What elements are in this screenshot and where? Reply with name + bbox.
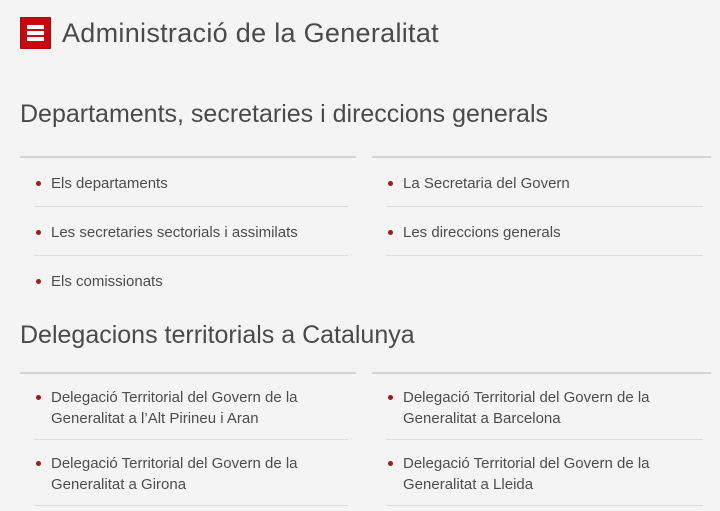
list-item[interactable] (20, 440, 356, 505)
link-delegacio-barcelona[interactable]: Delegació Territorial del Govern de la Generalitat a Barcelona (403, 389, 650, 427)
list-item[interactable] (372, 440, 711, 505)
bullet-icon (36, 230, 41, 235)
section-delegacions-columns (20, 372, 711, 506)
link-list-right (372, 372, 711, 506)
section-heading-departaments: Departaments, secretaries i direccions generals (20, 100, 549, 128)
link-direccions-generals[interactable]: Les direccions generals (403, 224, 561, 241)
page-title: Administració de la Generalitat (62, 17, 439, 48)
bullet-icon (36, 279, 41, 284)
bullet-icon (388, 181, 393, 186)
list-item[interactable] (20, 158, 356, 206)
bullet-icon (36, 395, 41, 400)
link-list-left (20, 156, 356, 304)
divider (386, 255, 703, 256)
link-secretaria-del-govern[interactable]: La Secretaria del Govern (403, 175, 570, 192)
link-els-comissionats[interactable]: Els comissionats (51, 273, 163, 290)
link-list-left (20, 372, 356, 506)
link-secretaries-sectorials[interactable]: Les secretaries sectorials i assimilats (51, 224, 298, 241)
bullet-icon (36, 181, 41, 186)
list-item[interactable] (372, 374, 711, 439)
list-item[interactable] (20, 256, 356, 304)
bullet-icon (388, 395, 393, 400)
page-header (0, 0, 720, 49)
divider (386, 505, 703, 506)
bullet-icon (388, 230, 393, 235)
menu-button[interactable] (20, 17, 51, 49)
link-list-right (372, 156, 711, 256)
link-delegacio-alt-pirineu-aran[interactable]: Delegació Territorial del Govern de la Generalitat a l’Alt Pirineu i Aran (51, 389, 298, 427)
bullet-icon (36, 461, 41, 466)
section-heading-delegacions: Delegacions territorials a Catalunya (20, 321, 415, 349)
divider (34, 505, 348, 506)
section-departaments-columns (20, 156, 711, 304)
list-item[interactable] (372, 207, 711, 255)
main-content (0, 97, 720, 506)
link-els-departaments[interactable]: Els departaments (51, 175, 168, 192)
link-delegacio-lleida[interactable]: Delegació Territorial del Govern de la Generalitat a Lleida (403, 455, 650, 493)
list-item[interactable] (20, 374, 356, 439)
bullet-icon (388, 461, 393, 466)
hamburger-icon (27, 25, 44, 41)
list-item[interactable] (20, 207, 356, 255)
link-delegacio-girona[interactable]: Delegació Territorial del Govern de la Generalitat a Girona (51, 455, 298, 493)
list-item[interactable] (372, 158, 711, 206)
